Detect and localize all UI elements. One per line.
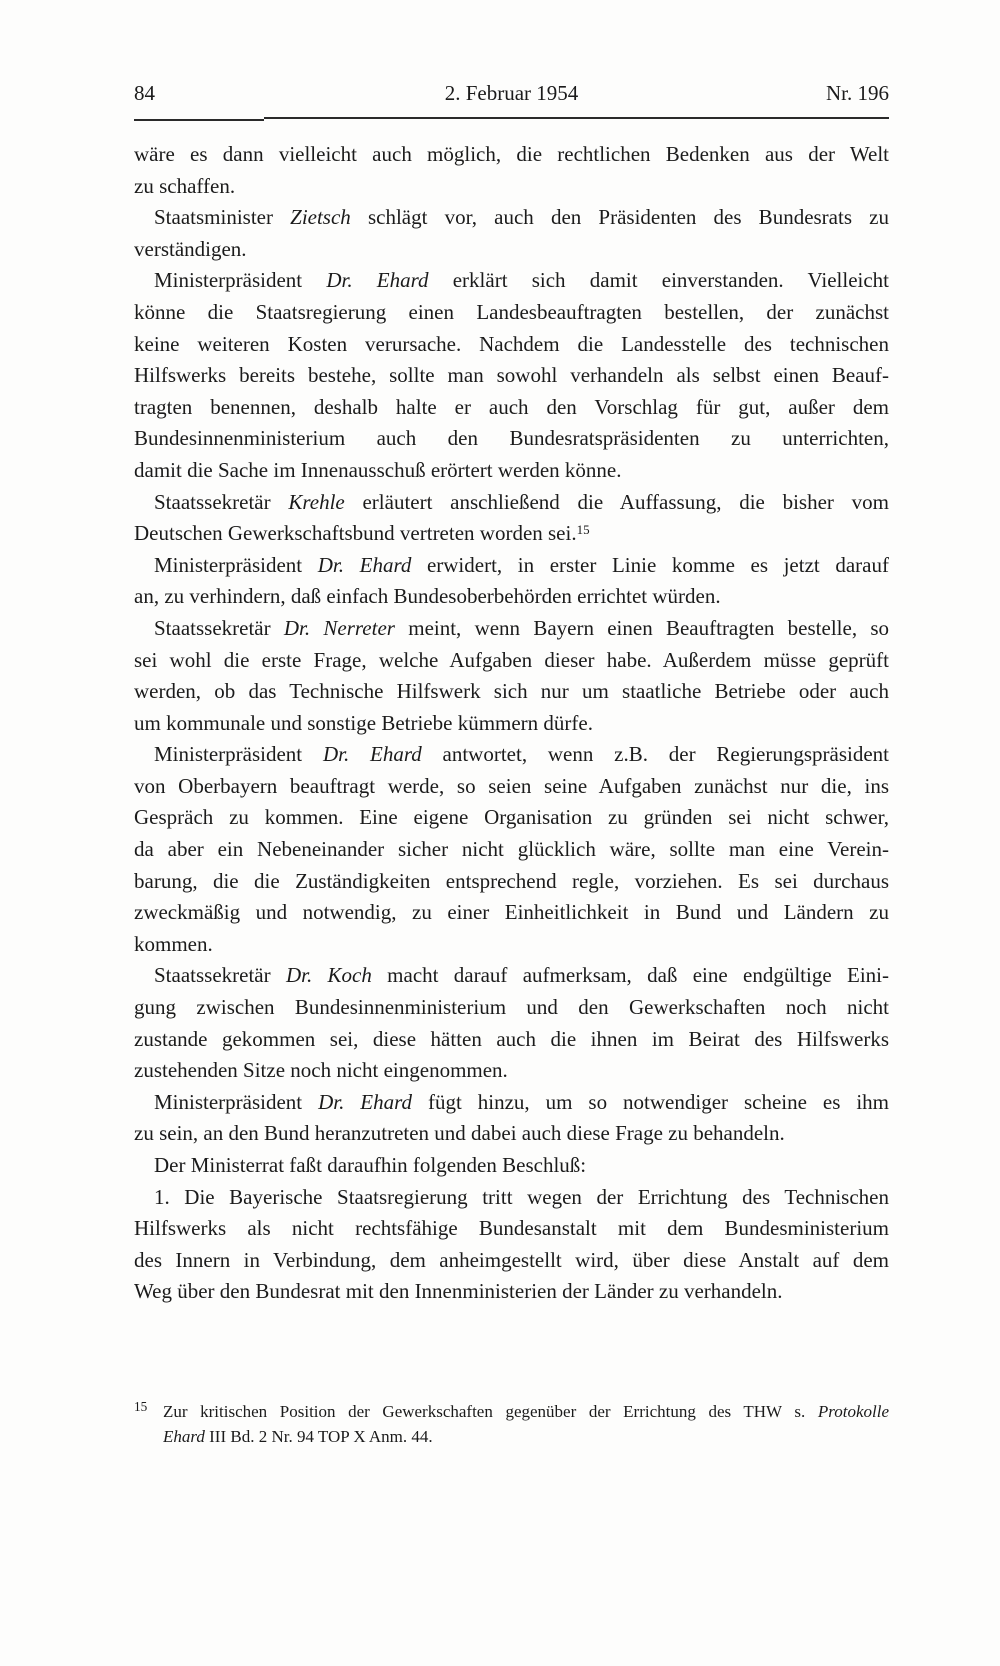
text-run: Deutschen Gewerkschaftsbund vertreten worden sei. <box>134 521 577 546</box>
text-run: Zur kritischen Position der Gewerkschaften gegenüber der Errichtung des THW s. <box>163 1402 818 1421</box>
paragraph-line <box>134 455 889 487</box>
emphasized-text: Ehard <box>163 1427 205 1446</box>
text-run: Bundesinnenministerium auch den Bundesratspräsidenten zu unterrichten, <box>134 426 889 451</box>
emphasized-text: Dr. Ehard <box>317 552 412 577</box>
text-run: macht darauf aufmerksam, daß eine endgültige Eini- <box>371 963 889 988</box>
text-run: zu sein, an den Bund heranzutreten und dabei auch diese Frage zu behandeln. <box>134 1121 785 1146</box>
footnote-marker: 15 <box>134 1399 148 1415</box>
header-rule <box>264 117 889 119</box>
paragraph-line <box>134 487 889 519</box>
paragraph-line <box>134 1182 889 1214</box>
text-run: Staatssekretär <box>154 489 289 514</box>
text-run: um kommunale und sonstige Betriebe kümmern dürfe. <box>134 710 593 735</box>
paragraph-line <box>134 329 889 361</box>
emphasized-text: Dr. Ehard <box>326 268 429 293</box>
footnote <box>134 1399 889 1449</box>
text-run: Staatssekretär <box>154 963 286 988</box>
paragraph-line <box>134 771 889 803</box>
emphasized-text: Krehle <box>288 489 345 514</box>
footnote-line <box>163 1399 889 1424</box>
text-run: III Bd. 2 Nr. 94 TOP X Anm. 44. <box>204 1427 433 1446</box>
paragraph-line <box>134 676 889 708</box>
paragraph-line <box>134 423 889 455</box>
paragraph-line <box>134 171 889 203</box>
paragraph-line <box>134 1118 889 1150</box>
text-run: zu schaffen. <box>134 173 236 198</box>
emphasized-text: Protokolle <box>817 1402 889 1421</box>
text-run: wäre es dann vielleicht auch möglich, die rechtlichen Bedenken aus der Welt <box>134 142 889 166</box>
text-run: erklärt sich damit einverstanden. Vielleicht <box>428 268 889 293</box>
paragraph-line <box>134 360 889 392</box>
paragraph-line <box>134 834 889 866</box>
text-run: Staatsminister <box>154 205 291 230</box>
footnote-line <box>163 1424 889 1449</box>
emphasized-text: Dr. Ehard <box>318 1089 413 1114</box>
text-run: Gespräch zu kommen. Eine eigene Organisation zu gründen sei nicht schwer, <box>134 805 889 830</box>
text-run: von Oberbayern beauftragt werde, so seien seine Aufgaben zunächst nur die, ins <box>134 773 889 798</box>
text-run: Hilfswerks bereits bestehe, sollte man sowohl verhandeln als selbst einen Beauf- <box>134 363 889 388</box>
header-date: 2. Februar 1954 <box>444 81 579 105</box>
paragraph-line <box>134 139 889 171</box>
paragraph-line <box>134 202 889 234</box>
paragraph-line <box>134 613 889 645</box>
text-run: zustande gekommen sei, diese hätten auch die ihnen im Beirat des Hilfswerks <box>134 1026 889 1051</box>
text-run: an, zu verhindern, daß einfach Bundesoberbehörden errichtet würden. <box>134 584 721 609</box>
text-run: barung, die die Zuständigkeiten entsprechend regle, vorziehen. Es sei durchaus <box>134 868 889 893</box>
text-run: kommen. <box>134 931 213 956</box>
page-header <box>134 78 889 110</box>
page-number: 84 <box>134 81 155 105</box>
paragraph-line <box>134 866 889 898</box>
emphasized-text: Dr. Koch <box>285 963 372 988</box>
text-run: Staatssekretär <box>154 615 284 640</box>
paragraph-line <box>134 992 889 1024</box>
paragraph-line <box>134 1087 889 1119</box>
text-run: des Innern in Verbindung, dem anheimgestellt wird, über diese Anstalt auf dem <box>134 1247 889 1272</box>
text-run: 1. Die Bayerische Staatsregierung tritt wegen der Errichtung des Technischen <box>154 1184 889 1209</box>
text-run: meint, wenn Bayern einen Beauftragten bestelle, so <box>394 615 889 640</box>
text-run: Ministerpräsident <box>154 268 327 293</box>
text-run: Ministerpräsident <box>154 1089 319 1114</box>
paragraph-line <box>134 518 889 550</box>
text-run: Weg über den Bundesrat mit den Innenministerien der Länder zu verhandeln. <box>134 1279 783 1304</box>
paragraph-line <box>134 1276 889 1308</box>
footnote-reference: 15 <box>576 522 590 538</box>
text-run: Ministerpräsident <box>154 742 323 767</box>
paragraph-line <box>134 739 889 771</box>
text-run: Hilfswerks als nicht rechtsfähige Bundesanstalt mit dem Bundesministerium <box>134 1216 889 1241</box>
text-run: zweckmäßig und notwendig, zu einer Einheitlichkeit in Bund und Ländern zu <box>134 900 889 925</box>
text-run: keine weiteren Kosten verursache. Nachdem die Landesstelle des technischen <box>134 331 889 356</box>
emphasized-text: Dr. Ehard <box>322 742 422 767</box>
paragraph-line <box>134 802 889 834</box>
paragraph-line <box>134 929 889 961</box>
text-run: zustehenden Sitze noch nicht eingenommen. <box>134 1058 508 1083</box>
text-run: verständigen. <box>134 236 247 261</box>
paragraph-line <box>134 708 889 740</box>
text-run: antwortet, wenn z.B. der Regierungspräsident <box>421 742 889 767</box>
emphasized-text: Dr. Nerreter <box>283 615 395 640</box>
text-run: Der Ministerrat faßt daraufhin folgenden Beschluß: <box>154 1153 587 1177</box>
paragraph-line <box>134 265 889 297</box>
text-run: erläutert anschließend die Auffassung, die bisher vom <box>344 489 889 514</box>
paragraph-line <box>134 392 889 424</box>
paragraph-line <box>134 297 889 329</box>
paragraph-line <box>134 960 889 992</box>
text-run: werden, ob das Technische Hilfswerk sich nur um staatliche Betriebe oder auch <box>134 679 889 704</box>
text-run: tragten benennen, deshalb halte er auch den Vorschlag für gut, außer dem <box>134 394 889 419</box>
text-run: gung zwischen Bundesinnenministerium und den Gewerkschaften noch nicht <box>134 995 889 1020</box>
paragraph-line <box>134 581 889 613</box>
paragraph-line <box>134 645 889 677</box>
paragraph-line <box>134 1150 889 1182</box>
paragraph-line <box>134 234 889 266</box>
paragraph-line <box>134 1213 889 1245</box>
paragraph-line <box>134 897 889 929</box>
emphasized-text: Zietsch <box>290 205 351 230</box>
paragraph-line <box>134 1245 889 1277</box>
text-run: Ministerpräsident <box>154 552 318 577</box>
text-run: damit die Sache im Innenausschuß erörtert werden könne. <box>134 457 622 482</box>
text-run: schlägt vor, auch den Präsidenten des Bundesrats zu <box>350 205 889 230</box>
text-run: erwidert, in erster Linie komme es jetzt darauf <box>411 552 889 577</box>
paragraph-line <box>134 550 889 582</box>
header-rule <box>134 119 264 121</box>
text-run: fügt hinzu, um so notwendiger scheine es ihm <box>412 1089 889 1114</box>
paragraph-line <box>134 1024 889 1056</box>
issue-number: Nr. 196 <box>826 81 889 105</box>
body-text <box>134 139 889 1308</box>
text-run: sei wohl die erste Frage, welche Aufgaben dieser habe. Außerdem müsse geprüft <box>134 647 889 672</box>
footnote-block <box>134 1399 889 1449</box>
text-run: könne die Staatsregierung einen Landesbeauftragten bestellen, der zunächst <box>134 299 889 324</box>
text-run: da aber ein Nebeneinander sicher nicht glücklich wäre, sollte man eine Verein- <box>134 837 889 862</box>
paragraph-line <box>134 1055 889 1087</box>
